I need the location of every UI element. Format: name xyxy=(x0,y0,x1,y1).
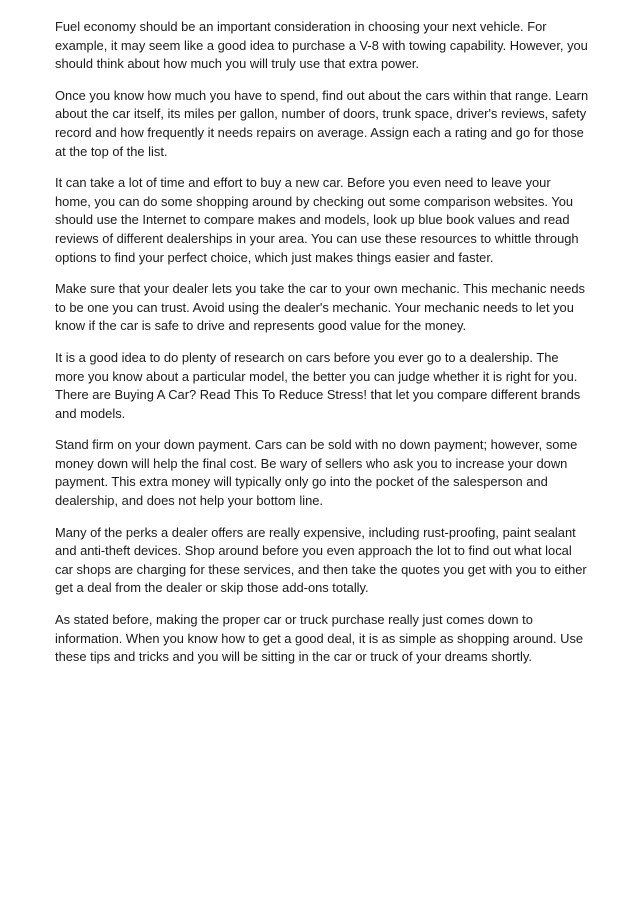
paragraph-dealer-perks: Many of the perks a dealer offers are really expensive, including rust-proofing, paint sealant and anti-theft devices. Shop around before you even approach the lot to find out what local car shops are charging for these services, and then take the quotes you get with you to either get a deal from the dealer or skip those add-ons totally. xyxy=(55,524,587,596)
paragraph-comparison-websites: It can take a lot of time and effort to buy a new car. Before you even need to leave your home, you can do some shopping around by checking out some comparison websites. You should use the Internet to compare makes and models, look up blue book values and read reviews of different dealerships in your area. You can use these resources to whittle through options to find your perfect choice, which just makes things easier and faster. xyxy=(55,175,579,265)
paragraph-own-mechanic: Make sure that your dealer lets you take the car to your own mechanic. This mechanic needs to be one you can trust. Avoid using the dealer's mechanic. Your mechanic needs to let you know if the car is safe to drive and represents good value for the money. xyxy=(55,281,585,334)
paragraph-budget-range: Once you know how much you have to spend, find out about the cars within that range. Learn about the car itself, its miles per gallon, number of doors, trunk space, driver's reviews, safety record and how frequently it needs repairs on average. Assign each a rating and go for those at the top of the list. xyxy=(55,87,589,159)
document-body xyxy=(55,18,590,680)
paragraph-fuel-economy: Fuel economy should be an important consideration in choosing your next vehicle. For example, it may seem like a good idea to purchase a V-8 with towing capability. However, you should think about how much you will truly use that extra power. xyxy=(55,19,588,72)
paragraph-down-payment: Stand firm on your down payment. Cars can be sold with no down payment; however, some money down will help the final cost. Be wary of sellers who ask you to increase your down payment. This extra money will typically only go into the pocket of the salesperson and dealership, and does not help your bottom line. xyxy=(55,437,578,509)
paragraph-research: It is a good idea to do plenty of research on cars before you ever go to a dealership. The more you know about a particular model, the better you can judge whether it is right for you. There are Buying A Car? Read This To Reduce Stress! that let you compare different brands and models. xyxy=(55,349,581,421)
paragraph-conclusion: As stated before, making the proper car or truck purchase really just comes down to information. When you know how to get a good deal, it is as simple as shopping around. Use these tips and tricks and you will be sitting in the car or truck of your dreams shortly. xyxy=(55,612,584,665)
